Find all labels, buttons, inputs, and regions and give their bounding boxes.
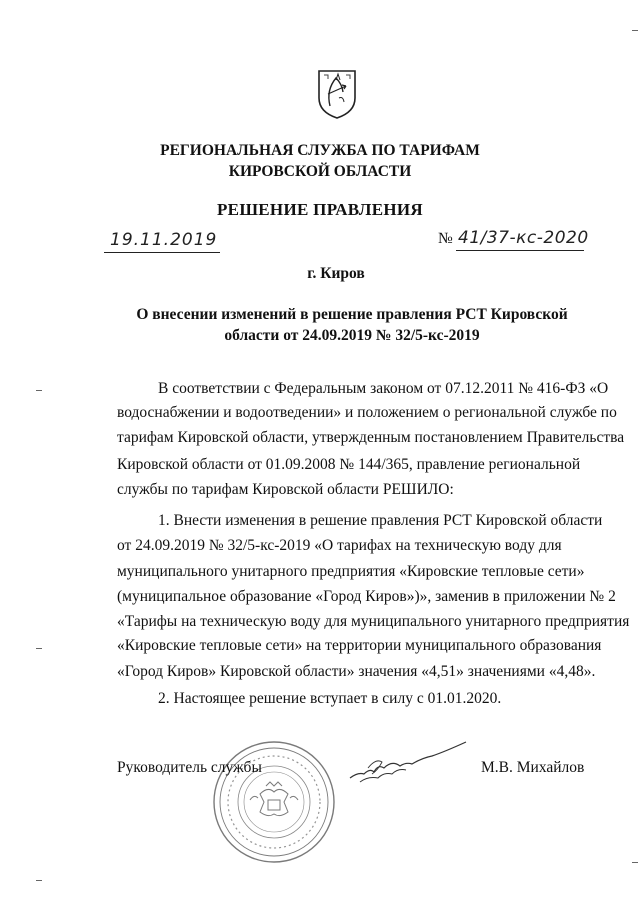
para1-line: службы по тарифам Кировской области РЕШИЛО:	[117, 481, 454, 498]
document-title: РЕШЕНИЕ ПРАВЛЕНИЯ	[217, 200, 423, 219]
scan-mark	[36, 648, 42, 649]
para1-line: тарифам Кировской области, утвержденным постановлением Правительства	[117, 429, 625, 446]
organization-name-line1: РЕГИОНАЛЬНАЯ СЛУЖБА ПО ТАРИФАМ	[160, 142, 480, 159]
para1-line: Кировской области от 01.09.2008 № 144/365, правление региональной	[117, 456, 581, 473]
organization-name-line2: КИРОВСКОЙ ОБЛАСТИ	[228, 163, 412, 180]
signatory-name: М.В. Михайлов	[481, 759, 585, 776]
item1-line: «Город Киров» Кировской области» значения «4,51» значениями «4,48».	[117, 663, 596, 680]
scan-mark	[36, 880, 42, 881]
kirov-coat-of-arms-icon	[316, 68, 358, 120]
scan-mark	[632, 30, 638, 31]
item1-line: (муниципальное образование «Город Киров»)», заменив в приложении № 2	[117, 588, 616, 605]
document-date: 19.11.2019	[110, 230, 218, 250]
para1-line: водоснабжении и водоотведении» и положением о региональной службе по	[117, 404, 617, 421]
subject-line2: области от 24.09.2019 № 32/5-кс-2019	[224, 327, 480, 344]
document-number-prefix: №	[438, 230, 453, 247]
scan-mark	[632, 862, 638, 863]
signatory-role: Руководитель службы	[117, 759, 262, 776]
official-stamp-icon	[210, 738, 338, 866]
item2-line: 2. Настоящее решение вступает в силу с 01.01.2020.	[158, 690, 502, 707]
item1-line: «Кировские тепловые сети» на территории муниципального образования	[117, 637, 602, 654]
item1-line: от 24.09.2019 № 32/5-кс-2019 «О тарифах на техническую воду для	[117, 537, 562, 554]
date-underline	[104, 252, 220, 253]
para1-line: В соответствии с Федеральным законом от 07.12.2011 № 416-ФЗ «О	[158, 380, 609, 397]
item1-line: 1. Внести изменения в решение правления РСТ Кировской области	[158, 512, 603, 529]
number-underline	[456, 250, 584, 251]
scan-mark	[36, 390, 42, 391]
city: г. Киров	[307, 265, 365, 282]
item1-line: муниципального унитарного предприятия «Кировские тепловые сети»	[117, 563, 585, 580]
subject-line1: О внесении изменений в решение правления РСТ Кировской	[136, 306, 568, 323]
handwritten-signature-icon	[348, 738, 468, 788]
item1-line: «Тарифы на техническую воду для муниципального унитарного предприятия	[117, 613, 630, 630]
document-number: 41/37-кс-2020	[458, 228, 589, 248]
